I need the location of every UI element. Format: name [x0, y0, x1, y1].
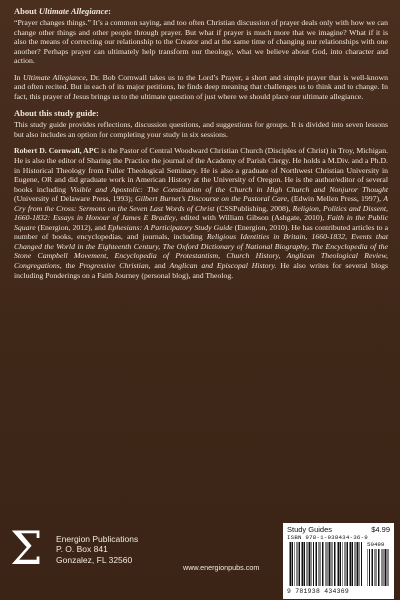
- study-guide-heading: About this study guide:: [14, 108, 99, 119]
- publisher-website: www.energionpubs.com: [183, 563, 260, 572]
- addon-barcode-icon: [367, 549, 389, 586]
- publisher-address-line-1: P. O. Box 841: [56, 544, 108, 555]
- barcode-category: Study Guides: [287, 525, 333, 534]
- barcode-isbn: ISBN 978-1-938434-36-9: [287, 534, 368, 541]
- study-guide-paragraph: This study guide provides reflections, discussion questions, and suggestions for groups. It is divided into seven lessons but also includes an option for completing your study in six sessions.: [14, 120, 388, 139]
- publisher-footer: [0, 519, 400, 600]
- publisher-address-line-2: Gonzalez, FL 32560: [56, 554, 133, 565]
- barcode-addon-number: 50499: [367, 541, 385, 548]
- about-heading: About Ultimate Allegiance:: [14, 6, 111, 16]
- barcode-number: 9 781938 434369: [287, 588, 350, 595]
- author-bio: Robert D. Cornwall, APC is the Pastor of Central Woodward Christian Church (Disciples of Christ) in Troy, Michigan. He is also the editor of Sharing the Practice the journal of the Academy of Parish Clergy. He holds a M.Div. and a Ph.D. in Historical Theology from Fuller Theological Seminary. He is also a graduate of Northwest Christian University in Eugene, OR and did graduate work in American History at the University of Oregon. He is the author/editor of several books including Visible and Apostolic: The Constitution of the Church in High Church and Nonjuror Thought (University of Delaware Press, 1993); Gilbert Burnet’s Discourse on the Pastoral Care, (Edwin Mellen Press, 1997), A Cry from the Cross: Sermons on the Seven Last Words of Christ (CSSPublishing, 2008), Religion, Politics and Dissent, 1660-1832: Essays in Honour of James E Bradley, edited with William Gibson (Ashgate, 2010), Faith in the Public Square (Energion, 2012), and Ephesians: A Participatory Study Guide (Energion, 2010). He has contributed articles to a number of books, encyclopedias, and journals, including Religious Identities in Britain, 1660-1832, Events that Changed the World in the Eighteenth Century, The Oxford Dictionary of National Biography, The Encyclopedia of the Stone Campbell Movement, Encyclopedia of Protestantism, Church History, Anglican Theological Review, Congregations, the Progressive Christian, and Anglican and Episcopal History. He also writes for several blogs including Ponderings on a Faith Journey (personal blog), and Theolog.: [14, 146, 389, 280]
- ean-barcode-icon: [289, 542, 363, 586]
- about-paragraph-2: In Ultimate Allegiance, Dr. Bob Cornwall takes us to the Lord’s Prayer, a short and simple prayer that is well-known and often recited. But in each of its major petitions, he finds deep meaning that challenges us to think and to change. In fact, this prayer of Jesus brings us to the ultimate question of just where we should place our ultimate allegiance.: [14, 72, 388, 101]
- publisher-address: [56, 534, 138, 565]
- about-paragraph-1: “Prayer changes things.” It’s a common saying, and too often Christian discussion of prayer deals only with how we can change other things and other people through prayer. But what if prayer is much more that we imagine? What if it is also the means of correcting our relationship to the Creator and at the same time of changing our relationships with one another? Perhaps prayer can ultimately help transform our theology, what we believe about God, into character and action.: [14, 18, 388, 66]
- publisher-name: Energion Publications: [56, 534, 139, 544]
- barcode-price: $4.99: [371, 525, 390, 534]
- barcode-panel: [283, 523, 394, 599]
- author-name: Robert D. Cornwall, APC: [14, 146, 100, 156]
- cover-text: [14, 6, 388, 287]
- sigma-logo-icon: Σ: [10, 521, 43, 575]
